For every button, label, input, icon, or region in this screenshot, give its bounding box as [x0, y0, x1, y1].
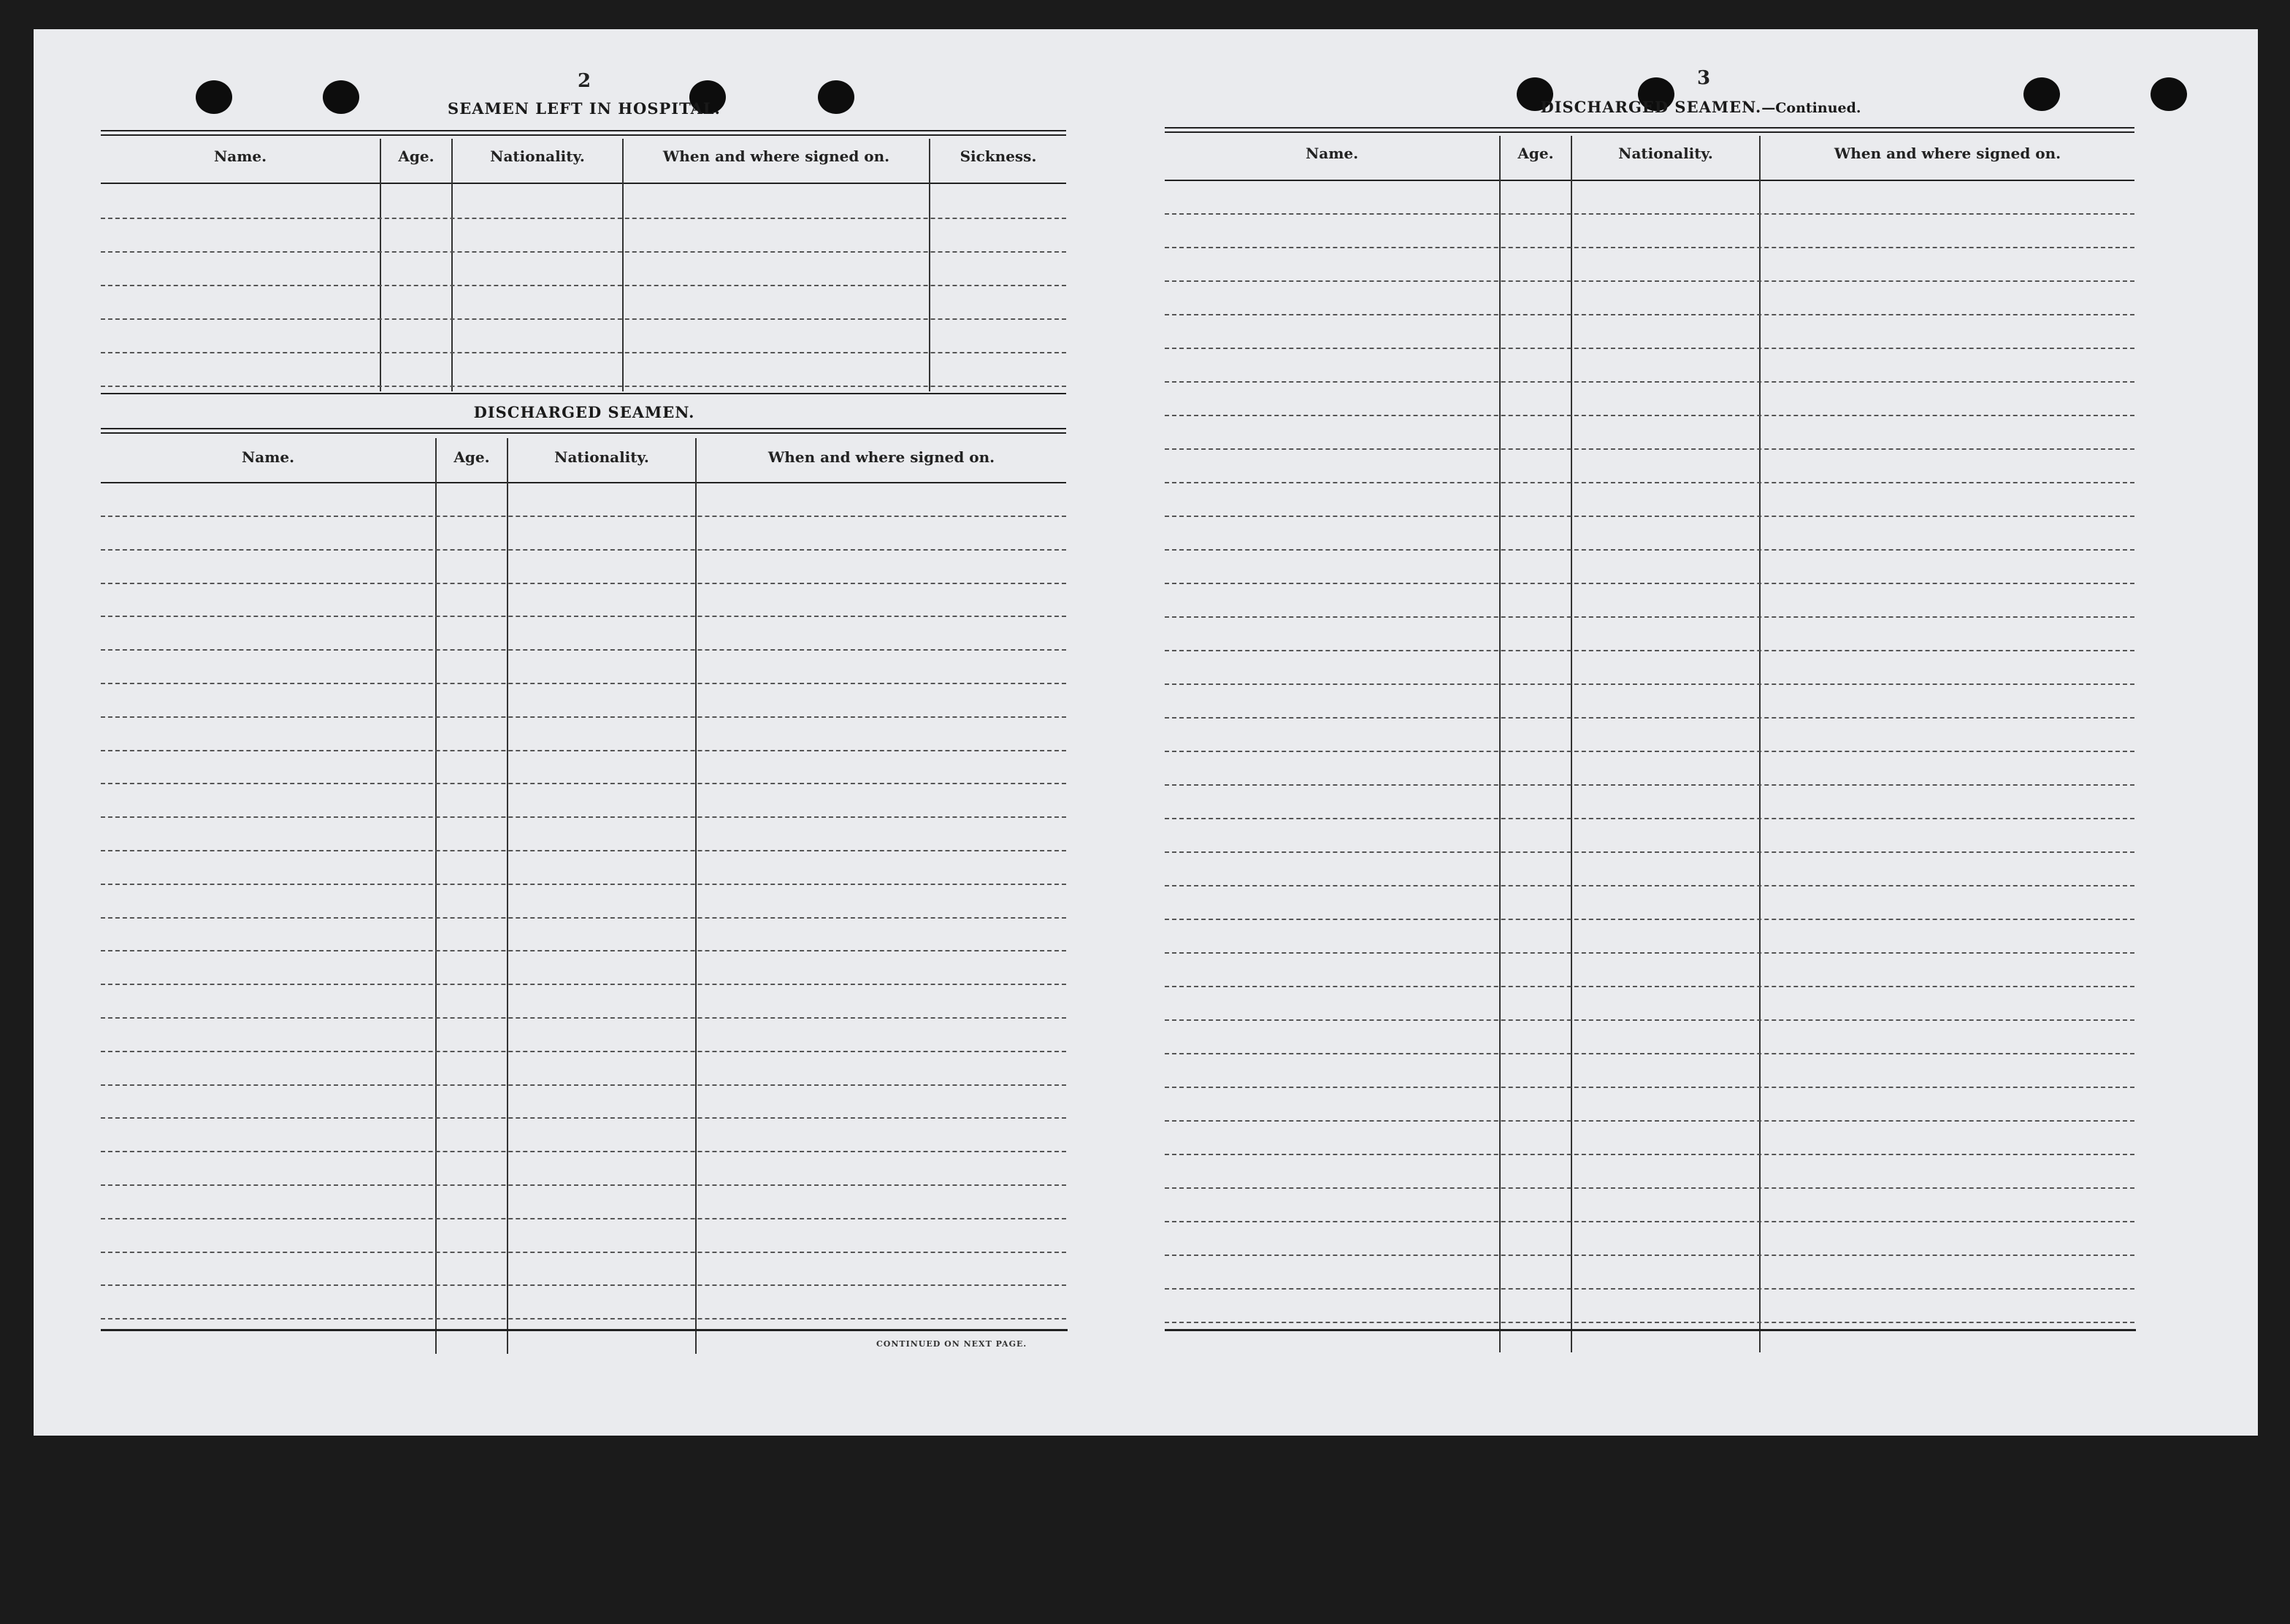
- binder-hole: [818, 80, 854, 114]
- blank-entry-line: [1165, 650, 2134, 651]
- page-number: 3: [1696, 67, 1711, 89]
- continued-col-nationality: Nationality.: [1618, 145, 1713, 162]
- continued-header-rule: [1165, 180, 2134, 181]
- hospital-col-sickness: Sickness.: [960, 148, 1037, 165]
- left-page: [34, 29, 1146, 1436]
- discharged-continued-title: [1482, 98, 1920, 116]
- blank-entry-line: [101, 1017, 1066, 1019]
- hospital-table-top-rule: [101, 130, 1066, 136]
- blank-entry-line: [101, 816, 1066, 818]
- blank-entry-line: [101, 549, 1066, 551]
- discharged-col-divider: [507, 438, 508, 1354]
- binder-hole: [2023, 77, 2060, 111]
- continued-col-divider: [1759, 136, 1761, 1352]
- title-text: DISCHARGED SEAMEN.: [1540, 98, 1762, 116]
- hospital-col-divider: [622, 139, 624, 391]
- hospital-col-signed-on: When and where signed on.: [662, 148, 890, 165]
- blank-entry-line: [101, 1218, 1066, 1219]
- right-page: [1146, 29, 2258, 1436]
- discharged-col-divider: [435, 438, 437, 1354]
- blank-entry-line: [1165, 683, 2134, 685]
- blank-entry-line: [1165, 583, 2134, 584]
- blank-entry-line: [1165, 851, 2134, 853]
- blank-entry-line: [101, 649, 1066, 651]
- discharged-section-title: DISCHARGED SEAMEN.: [473, 403, 695, 421]
- blank-entry-line: [1165, 986, 2134, 987]
- blank-entry-line: [101, 1051, 1066, 1052]
- blank-entry-line: [1165, 1019, 2134, 1021]
- continued-col-age: Age.: [1517, 145, 1554, 162]
- blank-entry-line: [1165, 1154, 2134, 1155]
- hospital-col-name: Name.: [213, 148, 267, 165]
- blank-entry-line: [1165, 415, 2134, 416]
- blank-entry-line: [1165, 784, 2134, 786]
- discharged-table-top-rule: [101, 428, 1066, 434]
- continued-note: CONTINUED ON NEXT PAGE.: [876, 1339, 1027, 1349]
- hospital-table-bottom-rule: [101, 393, 1066, 394]
- blank-entry-line: [1165, 482, 2134, 483]
- blank-entry-line: [101, 516, 1066, 517]
- blank-entry-line: [1165, 1255, 2134, 1256]
- blank-entry-line: [1165, 348, 2134, 349]
- hospital-col-divider: [451, 139, 453, 391]
- blank-entry-line: [101, 251, 1066, 253]
- blank-entry-line: [101, 950, 1066, 951]
- hospital-col-divider: [929, 139, 930, 391]
- discharged-table-bottom-rule: [101, 1329, 1068, 1331]
- continued-col-name: Name.: [1305, 145, 1359, 162]
- blank-entry-line: [1165, 549, 2134, 551]
- page-number: 2: [577, 70, 591, 92]
- continued-col-divider: [1499, 136, 1501, 1352]
- blank-entry-line: [1165, 616, 2134, 618]
- continued-table-top-rule: [1165, 127, 2134, 133]
- binder-hole: [196, 80, 232, 114]
- blank-entry-line: [101, 850, 1066, 851]
- blank-entry-line: [1165, 1322, 2134, 1323]
- discharged-col-signed-on: When and where signed on.: [767, 448, 995, 466]
- blank-entry-line: [101, 750, 1066, 751]
- blank-entry-line: [101, 783, 1066, 784]
- hospital-col-divider: [380, 139, 381, 391]
- blank-entry-line: [1165, 1053, 2134, 1054]
- blank-entry-line: [101, 386, 1066, 387]
- blank-entry-line: [1165, 381, 2134, 383]
- blank-entry-line: [1165, 280, 2134, 282]
- discharged-header-rule: [101, 482, 1066, 483]
- blank-entry-line: [1165, 213, 2134, 215]
- blank-entry-line: [1165, 919, 2134, 920]
- blank-entry-line: [101, 1284, 1066, 1286]
- blank-entry-line: [1165, 1288, 2134, 1290]
- blank-entry-line: [101, 583, 1066, 584]
- hospital-header-rule: [101, 183, 1066, 184]
- blank-entry-line: [101, 352, 1066, 353]
- blank-entry-line: [101, 318, 1066, 320]
- blank-entry-line: [101, 1117, 1066, 1119]
- blank-entry-line: [1165, 952, 2134, 954]
- continued-table-bottom-rule: [1165, 1329, 2136, 1331]
- blank-entry-line: [101, 917, 1066, 919]
- discharged-col-age: Age.: [453, 448, 490, 466]
- blank-entry-line: [101, 1318, 1066, 1320]
- discharged-col-name: Name.: [241, 448, 295, 466]
- document-spread: [34, 29, 2258, 1436]
- blank-entry-line: [1165, 448, 2134, 450]
- blank-entry-line: [101, 716, 1066, 718]
- blank-entry-line: [101, 683, 1066, 684]
- blank-entry-line: [101, 884, 1066, 885]
- blank-entry-line: [101, 616, 1066, 617]
- binder-hole: [323, 80, 359, 114]
- hospital-section-title: SEAMEN LEFT IN HOSPITAL.: [448, 99, 721, 118]
- binder-hole: [2151, 77, 2187, 111]
- blank-entry-line: [1165, 717, 2134, 719]
- title-suffix: —Continued.: [1761, 100, 1861, 116]
- discharged-col-nationality: Nationality.: [554, 448, 649, 466]
- blank-entry-line: [1165, 1087, 2134, 1088]
- continued-col-divider: [1571, 136, 1572, 1352]
- continued-col-signed-on: When and where signed on.: [1834, 145, 2061, 162]
- blank-entry-line: [1165, 247, 2134, 248]
- hospital-col-age: Age.: [398, 148, 434, 165]
- blank-entry-line: [1165, 314, 2134, 315]
- blank-entry-line: [1165, 885, 2134, 886]
- blank-entry-line: [1165, 818, 2134, 819]
- blank-entry-line: [1165, 1120, 2134, 1122]
- blank-entry-line: [101, 1252, 1066, 1253]
- blank-entry-line: [1165, 751, 2134, 752]
- hospital-col-nationality: Nationality.: [490, 148, 585, 165]
- blank-entry-line: [101, 1184, 1066, 1186]
- blank-entry-line: [101, 285, 1066, 286]
- blank-entry-line: [101, 984, 1066, 985]
- blank-entry-line: [1165, 516, 2134, 517]
- blank-entry-line: [1165, 1187, 2134, 1189]
- blank-entry-line: [101, 218, 1066, 219]
- blank-entry-line: [101, 1151, 1066, 1152]
- blank-entry-line: [1165, 1221, 2134, 1222]
- blank-entry-line: [101, 1084, 1066, 1086]
- discharged-col-divider: [695, 438, 697, 1354]
